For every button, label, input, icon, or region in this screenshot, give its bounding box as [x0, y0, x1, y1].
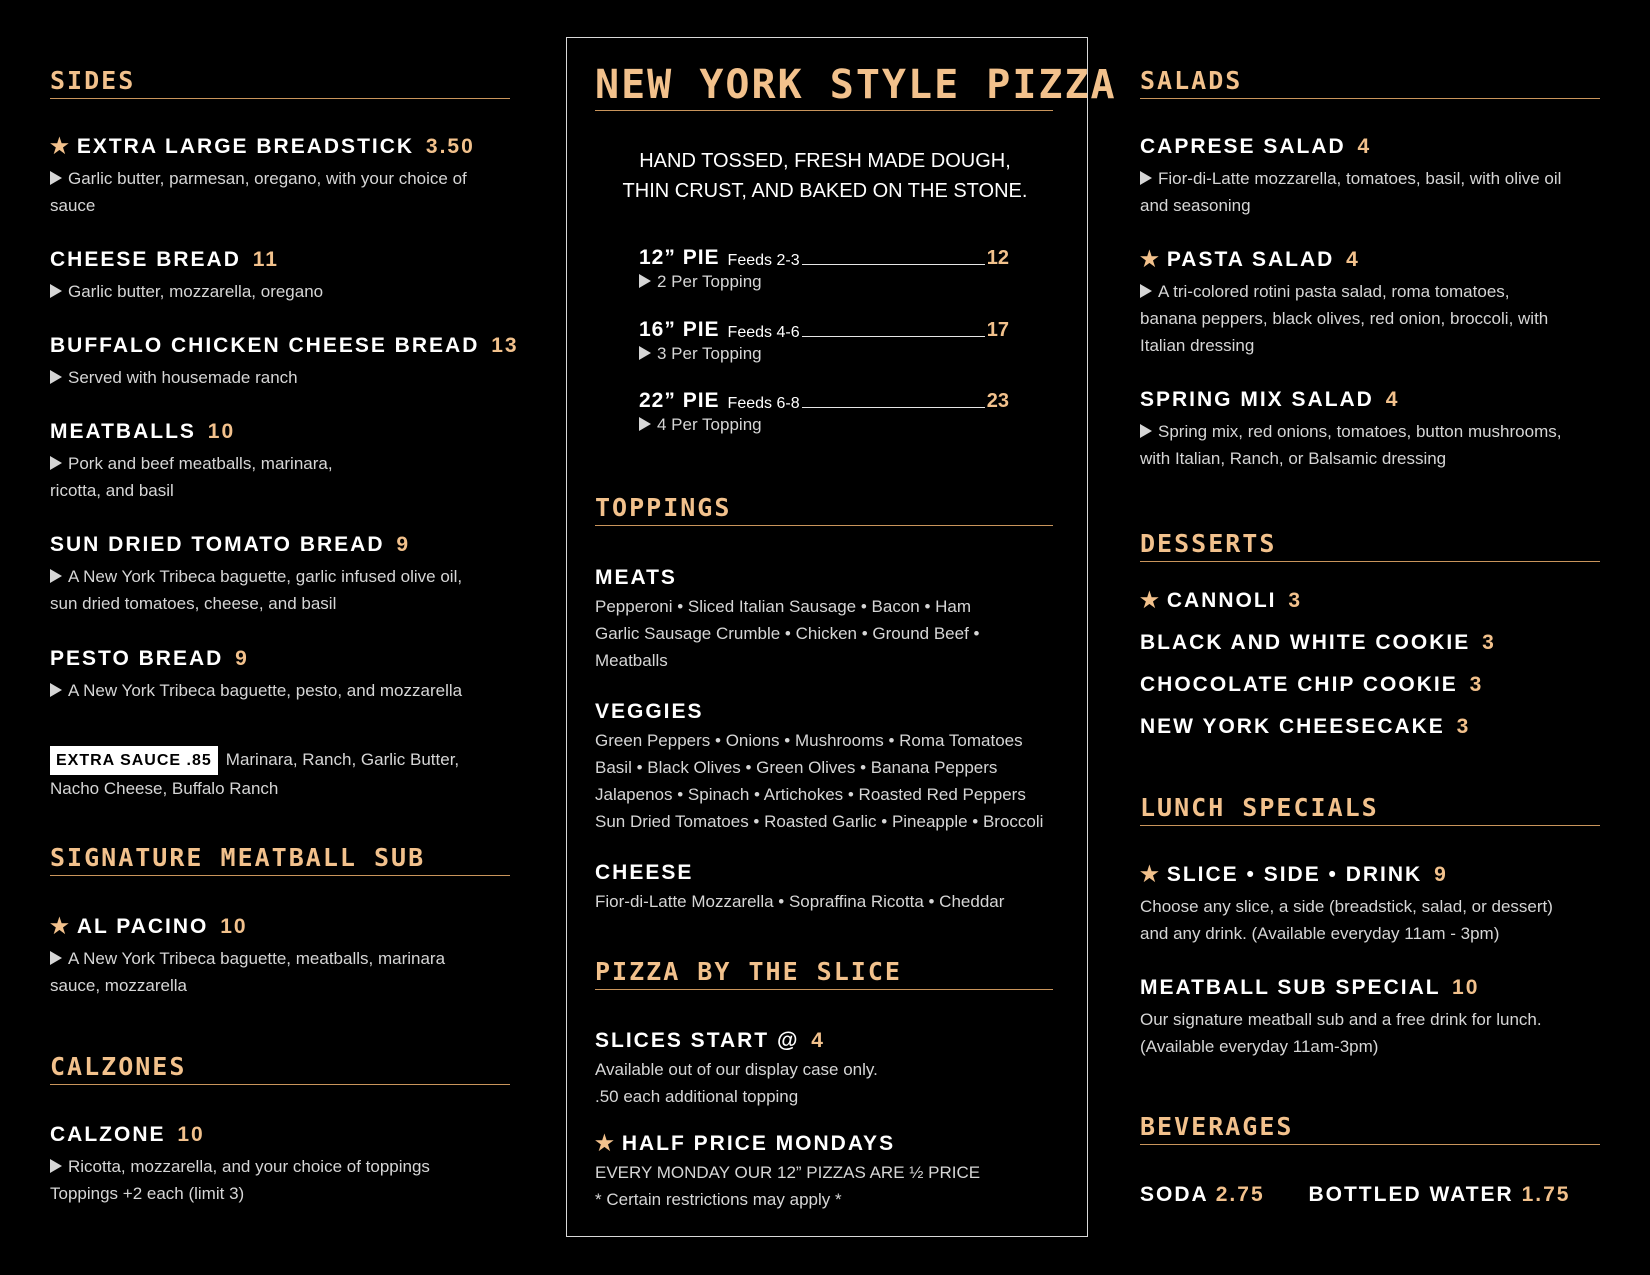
pie-feeds: Feeds 4-6: [727, 324, 800, 341]
item-price: 10: [177, 1123, 205, 1146]
pie-topping-price: 3 Per Topping: [657, 344, 762, 363]
menu-item: [50, 1122, 520, 1207]
calzones-heading: CALZONES: [50, 1052, 510, 1085]
intro-line: THIN CRUST, AND BAKED ON THE STONE.: [622, 180, 1028, 202]
triangle-icon: [50, 683, 62, 697]
salads-heading: SALADS: [1140, 66, 1600, 99]
item-price: 3: [1469, 673, 1484, 696]
pie-price: 23: [986, 390, 1009, 412]
item-description: Available out of our display case only.: [595, 1060, 878, 1079]
item-price: 10: [1452, 976, 1480, 999]
item-name: CHEESE BREAD: [50, 248, 241, 271]
star-icon: ★: [50, 915, 71, 938]
item-description: EVERY MONDAY OUR 12” PIZZAS ARE ½ PRICE: [595, 1163, 981, 1182]
toppings-heading: TOPPINGS: [595, 493, 1053, 526]
desserts-heading: DESSERTS: [1140, 529, 1600, 562]
group-label: CHEESE: [595, 861, 694, 884]
pie-size: 12” PIE: [639, 246, 720, 269]
menu-item: [50, 247, 520, 305]
leader-line: [802, 264, 985, 265]
menu-item: [50, 646, 520, 704]
triangle-icon: [50, 284, 62, 298]
item-description: Garlic butter, mozzarella, oregano: [68, 282, 324, 301]
menu-item: [1140, 630, 1610, 656]
triangle-icon: [50, 456, 62, 470]
item-price: 3: [1288, 589, 1303, 612]
item-description: A New York Tribeca baguette, pesto, and mozzarella: [68, 681, 463, 700]
pie-topping-price: 4 Per Topping: [657, 415, 762, 434]
menu-item: [50, 134, 520, 219]
item-description: Garlic butter, parmesan, oregano, with your choice of sauce: [50, 169, 467, 215]
slice-heading: PIZZA BY THE SLICE: [595, 957, 1053, 990]
topping-list: Fior-di-Latte Mozzarella • Sopraffina Ricotta • Cheddar: [595, 892, 1005, 911]
menu-item: [595, 1028, 1055, 1110]
item-price: 10: [207, 420, 236, 443]
group-label: VEGGIES: [595, 700, 704, 723]
menu-item: [1140, 672, 1610, 698]
pie-size-row: [639, 318, 1009, 364]
star-icon: ★: [595, 1132, 616, 1155]
menu-item: [1140, 247, 1610, 359]
item-name: BUFFALO CHICKEN CHEESE BREAD: [50, 334, 480, 357]
menu-item: [1140, 975, 1610, 1060]
extra-sauce-options: Marinara, Ranch, Garlic Butter, Nacho Cheese, Buffalo Ranch: [50, 750, 460, 798]
star-icon: ★: [1140, 589, 1161, 612]
pie-feeds: Feeds 2-3: [727, 252, 800, 269]
star-icon: ★: [1140, 863, 1161, 886]
veggies-group: [595, 699, 1055, 835]
item-name: CANNOLI: [1166, 589, 1277, 612]
menu-item: [1140, 134, 1610, 219]
menu-item: [50, 419, 520, 504]
item-name: SLICE • SIDE • DRINK: [1166, 863, 1423, 886]
extra-sauce-badge: EXTRA SAUCE .85: [50, 746, 218, 775]
sides-heading: SIDES: [50, 66, 510, 99]
item-price: 9: [1434, 863, 1448, 886]
item-name: CAPRESE SALAD: [1140, 135, 1346, 158]
menu-item: [1140, 588, 1610, 614]
item-description: Choose any slice, a side (breadstick, salad, or dessert) and any drink. (Available everyday 11am - 3pm): [1140, 897, 1553, 943]
item-note: * Certain restrictions may apply *: [595, 1190, 842, 1209]
triangle-icon: [50, 951, 62, 965]
pie-size-row: [639, 246, 1009, 292]
item-name: AL PACINO: [76, 915, 209, 938]
item-name: NEW YORK CHEESECAKE: [1140, 715, 1445, 738]
item-description: A New York Tribeca baguette, garlic infused olive oil, sun dried tomatoes, cheese, and basil: [50, 567, 463, 613]
pie-size-row: [639, 389, 1009, 435]
item-description: Served with housemade ranch: [68, 368, 298, 387]
item-name: EXTRA LARGE BREADSTICK: [76, 135, 415, 158]
pie-topping-price: 2 Per Topping: [657, 272, 762, 291]
leader-line: [802, 336, 985, 337]
item-name: PESTO BREAD: [50, 647, 224, 670]
pie-size: 22” PIE: [639, 389, 720, 412]
item-name: SUN DRIED TOMATO BREAD: [50, 533, 385, 556]
item-price: 4: [1346, 248, 1360, 271]
item-description: Pork and beef meatballs, marinara, ricotta, and basil: [50, 454, 333, 500]
triangle-icon: [1140, 424, 1152, 438]
triangle-icon: [50, 171, 62, 185]
triangle-icon: [639, 274, 651, 288]
menu-item: [1140, 387, 1610, 472]
item-description: A tri-colored rotini pasta salad, roma tomatoes, banana peppers, black olives, red onion, broccoli, with Italian dressing: [1140, 282, 1549, 355]
item-description: Our signature meatball sub and a free drink for lunch. (Available everyday 11am-3pm): [1140, 1010, 1542, 1056]
item-price: 3: [1456, 715, 1471, 738]
triangle-icon: [1140, 171, 1152, 185]
menu-item: [1140, 862, 1610, 947]
item-price: 4: [1385, 388, 1400, 411]
item-name: BLACK AND WHITE COOKIE: [1140, 631, 1471, 654]
item-name: SLICES START @: [595, 1029, 800, 1052]
menu-item: [595, 1131, 1055, 1213]
triangle-icon: [50, 1159, 62, 1173]
menu-item: [1140, 714, 1610, 740]
pizza-intro: [595, 146, 1055, 206]
water-price: 1.75: [1521, 1183, 1571, 1206]
triangle-icon: [50, 370, 62, 384]
leader-line: [802, 407, 985, 408]
menu-item: [50, 914, 520, 999]
triangle-icon: [50, 569, 62, 583]
item-price: 9: [235, 647, 249, 670]
star-icon: ★: [50, 135, 71, 158]
menu-item: [50, 532, 520, 617]
item-name: CHOCOLATE CHIP COOKIE: [1140, 673, 1458, 696]
item-description: Ricotta, mozzarella, and your choice of toppings: [68, 1157, 430, 1176]
item-name: MEATBALL SUB SPECIAL: [1140, 976, 1441, 999]
item-description: Spring mix, red onions, tomatoes, button mushrooms, with Italian, Ranch, or Balsamic dressing: [1140, 422, 1562, 468]
item-price: 10: [220, 915, 248, 938]
soda-price: 2.75: [1215, 1183, 1265, 1206]
pizza-panel: [566, 37, 1117, 1237]
pizza-title: NEW YORK STYLE PIZZA: [595, 62, 1053, 111]
item-name: HALF PRICE MONDAYS: [621, 1132, 896, 1155]
pie-feeds: Feeds 6-8: [727, 395, 800, 412]
lunch-heading: LUNCH SPECIALS: [1140, 793, 1600, 826]
item-price: 3: [1482, 631, 1496, 654]
pie-price: 12: [986, 247, 1009, 269]
beverages-heading: BEVERAGES: [1140, 1112, 1600, 1145]
extra-sauce: [50, 741, 520, 802]
item-price: 4: [811, 1029, 825, 1052]
item-price: 13: [491, 334, 519, 357]
water-name: BOTTLED WATER: [1308, 1183, 1514, 1206]
triangle-icon: [639, 346, 651, 360]
star-icon: ★: [1140, 248, 1161, 271]
item-price: 9: [396, 533, 411, 556]
menu-item: [50, 333, 520, 391]
beverages-row: [1140, 1182, 1570, 1208]
item-price: 11: [252, 248, 279, 271]
item-description: Fior-di-Latte mozzarella, tomatoes, basil, with olive oil and seasoning: [1140, 169, 1562, 215]
topping-list: Pepperoni • Sliced Italian Sausage • Bacon • Ham Garlic Sausage Crumble • Chicken • Ground Beef • Meatballs: [595, 597, 980, 670]
item-name: SPRING MIX SALAD: [1140, 388, 1374, 411]
item-price: 3.50: [425, 135, 475, 158]
topping-list: Green Peppers • Onions • Mushrooms • Roma Tomatoes Basil • Black Olives • Green Olives • Banana Peppers Jalapenos • Spinach • Artichokes • Roasted Red Peppers Sun Dried Tomatoes • Roasted Garlic • Pineapple • Broccoli: [595, 731, 1044, 831]
group-label: MEATS: [595, 566, 677, 589]
item-name: CALZONE: [50, 1123, 166, 1146]
signature-sub-heading: SIGNATURE MEATBALL SUB: [50, 843, 510, 876]
item-note: Toppings +2 each (limit 3): [50, 1184, 245, 1203]
item-name: MEATBALLS: [50, 420, 196, 443]
item-description: A New York Tribeca baguette, meatballs, marinara sauce, mozzarella: [50, 949, 446, 995]
item-price: 4: [1357, 135, 1372, 158]
item-description: .50 each additional topping: [595, 1087, 799, 1106]
pie-price: 17: [986, 319, 1009, 341]
meats-group: [595, 565, 1055, 674]
soda-name: SODA: [1140, 1183, 1208, 1206]
intro-line: HAND TOSSED, FRESH MADE DOUGH,: [639, 150, 1011, 172]
triangle-icon: [1140, 284, 1152, 298]
pie-size: 16” PIE: [639, 318, 720, 341]
triangle-icon: [639, 417, 651, 431]
cheese-group: [595, 860, 1055, 915]
item-name: PASTA SALAD: [1166, 248, 1335, 271]
